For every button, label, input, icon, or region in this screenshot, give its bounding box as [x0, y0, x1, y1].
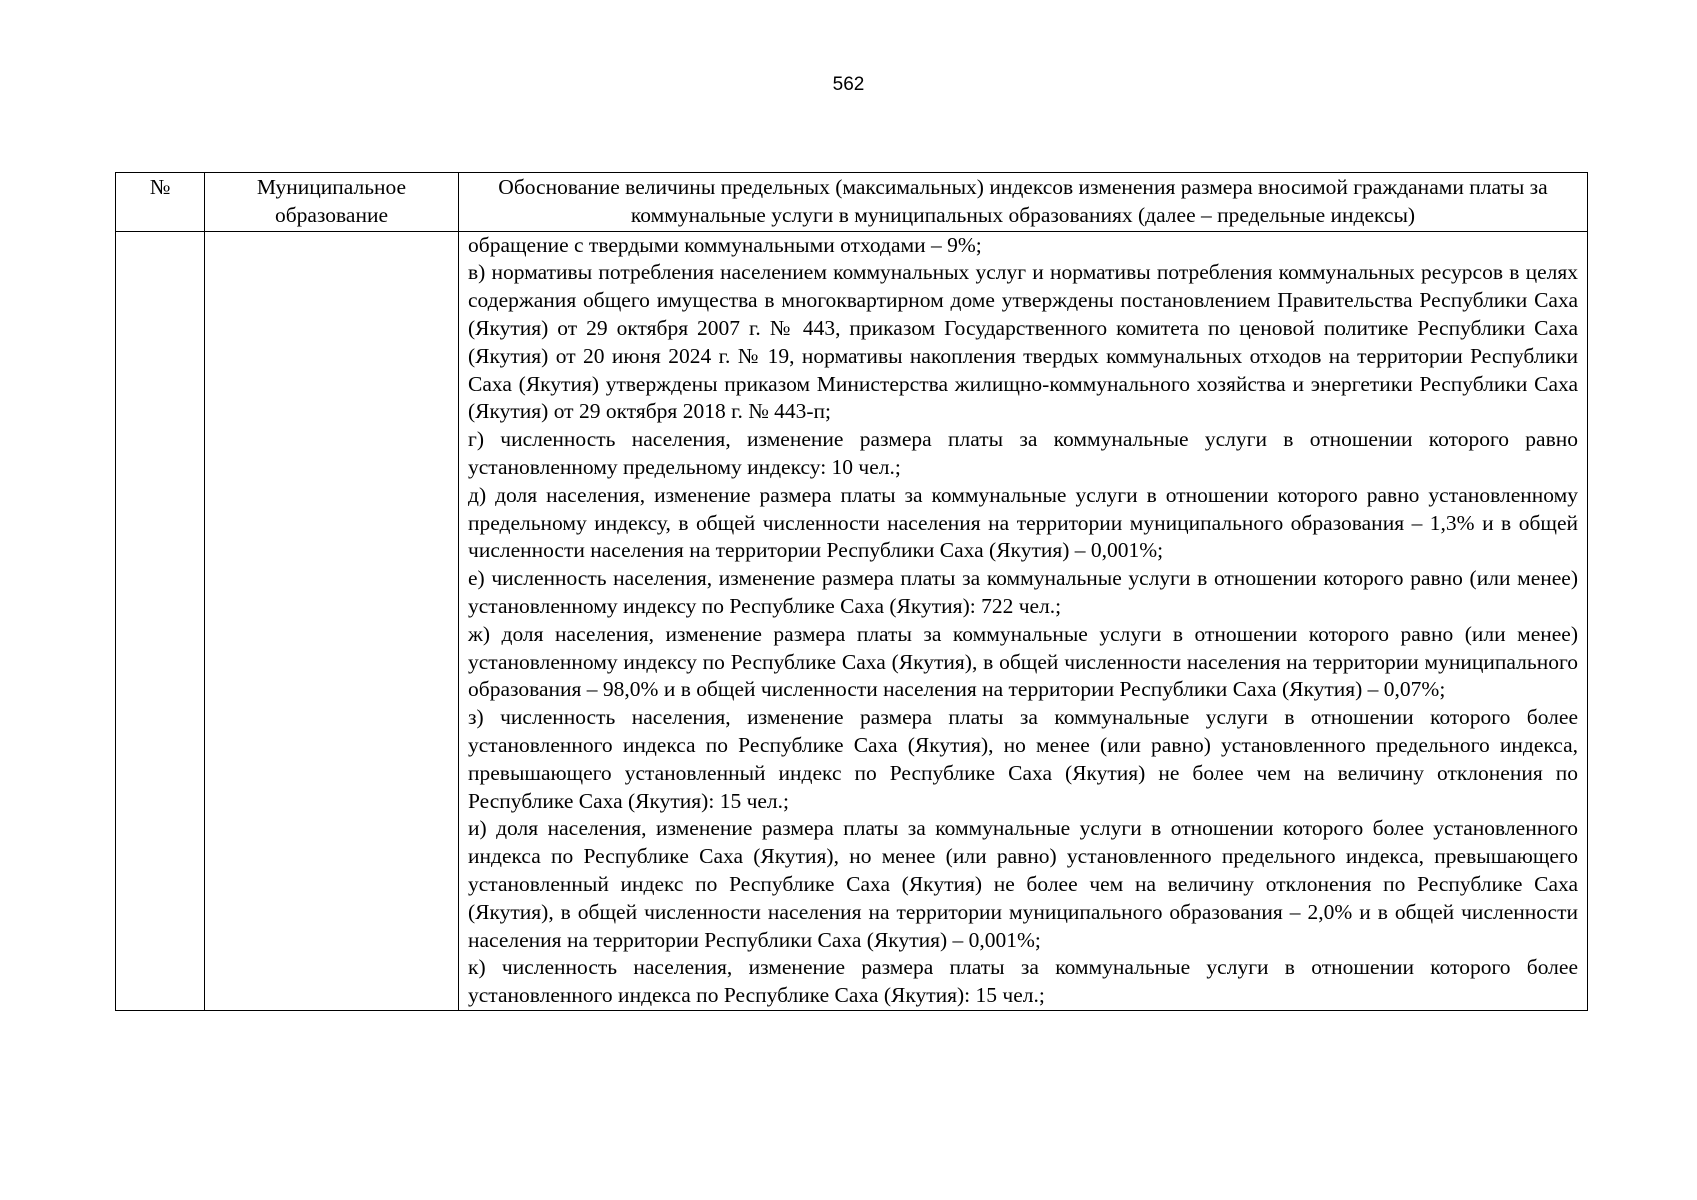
page-number: 562	[832, 74, 865, 95]
justification-table	[115, 172, 1588, 1011]
paragraph-d-population-share: д) доля населения, изменение размера платы за коммунальные услуги в отношении которого равно установленному предельному индексу, в общей численности населения на территории муниципального образования – 1,3% и в общей численности населения на территории Республики Саха (Якутия) – 0,001%;	[468, 482, 1578, 563]
cell-justification	[459, 231, 1588, 1010]
paragraph-i-population-share: и) доля населения, изменение размера платы за коммунальные услуги в отношении которого более установленного индекса по Республике Саха (Якутия), но менее (или равно) установленного предельного индекса, превышающего установленный индекс по Республике Саха (Якутия) не более чем на величину отклонения по Республике Саха (Якутия), в общей численности населения на территории муниципального образования – 2,0% и в общей численности населения на территории Республики Саха (Якутия) – 0,001%;	[468, 816, 1578, 952]
header-municipality: Муниципальное образование	[205, 173, 459, 232]
table-header	[116, 173, 1588, 232]
header-row	[116, 173, 1588, 232]
cell-number	[116, 231, 205, 1010]
table-body	[116, 231, 1588, 1010]
paragraph-waste-share: обращение с твердыми коммунальными отходами – 9%;	[468, 232, 982, 257]
paragraph-zh-population-share: ж) доля населения, изменение размера платы за коммунальные услуги в отношении которого равно (или менее) установленному индексу по Республике Саха (Якутия), в общей численности населения на территории муниципального образования – 98,0% и в общей численности населения на территории Республики Саха (Якутия) – 0,07%;	[468, 621, 1578, 702]
cell-municipality	[205, 231, 459, 1010]
paragraph-g-population-count: г) численность населения, изменение размера платы за коммунальные услуги в отношении которого равно установленному предельному индексу: 10 чел.;	[468, 427, 1578, 479]
table-row	[116, 231, 1588, 1010]
paragraph-v-norms: в) нормативы потребления населением коммунальных услуг и нормативы потребления коммунальных ресурсов в целях содержания общего имущества в многоквартирном доме утверждены постановлением Правительства Республики Саха (Якутия) от 29 октября 2007 г. № 443, приказом Государственного комитета по ценовой политике Республики Саха (Якутия) от 20 июня 2024 г. № 19, нормативы накопления твердых коммунальных отходов на территории Республики Саха (Якутия) утверждены приказом Министерства жилищно-коммунального хозяйства и энергетики Республики Саха (Якутия) от 29 октября 2018 г. № 443-п;	[468, 260, 1578, 424]
header-number: №	[116, 173, 205, 232]
paragraph-k-population-count: к) численность населения, изменение размера платы за коммунальные услуги в отношении которого более установленного индекса по Республике Саха (Якутия): 15 чел.;	[468, 955, 1578, 1008]
header-justification: Обоснование величины предельных (максимальных) индексов изменения размера вносимой гражданами платы за коммунальные услуги в муниципальных образованиях (далее – предельные индексы)	[459, 173, 1588, 232]
paragraph-z-population-count: з) численность населения, изменение размера платы за коммунальные услуги в отношении которого более установленного индекса по Республике Саха (Якутия), но менее (или равно) установленного предельного индекса, превышающего установленный индекс по Республике Саха (Якутия) не более чем на величину отклонения по Республике Саха (Якутия): 15 чел.;	[468, 705, 1578, 813]
paragraph-e-population-count: е) численность населения, изменение размера платы за коммунальные услуги в отношении которого равно (или менее) установленному индексу по Республике Саха (Якутия): 722 чел.;	[468, 566, 1578, 618]
